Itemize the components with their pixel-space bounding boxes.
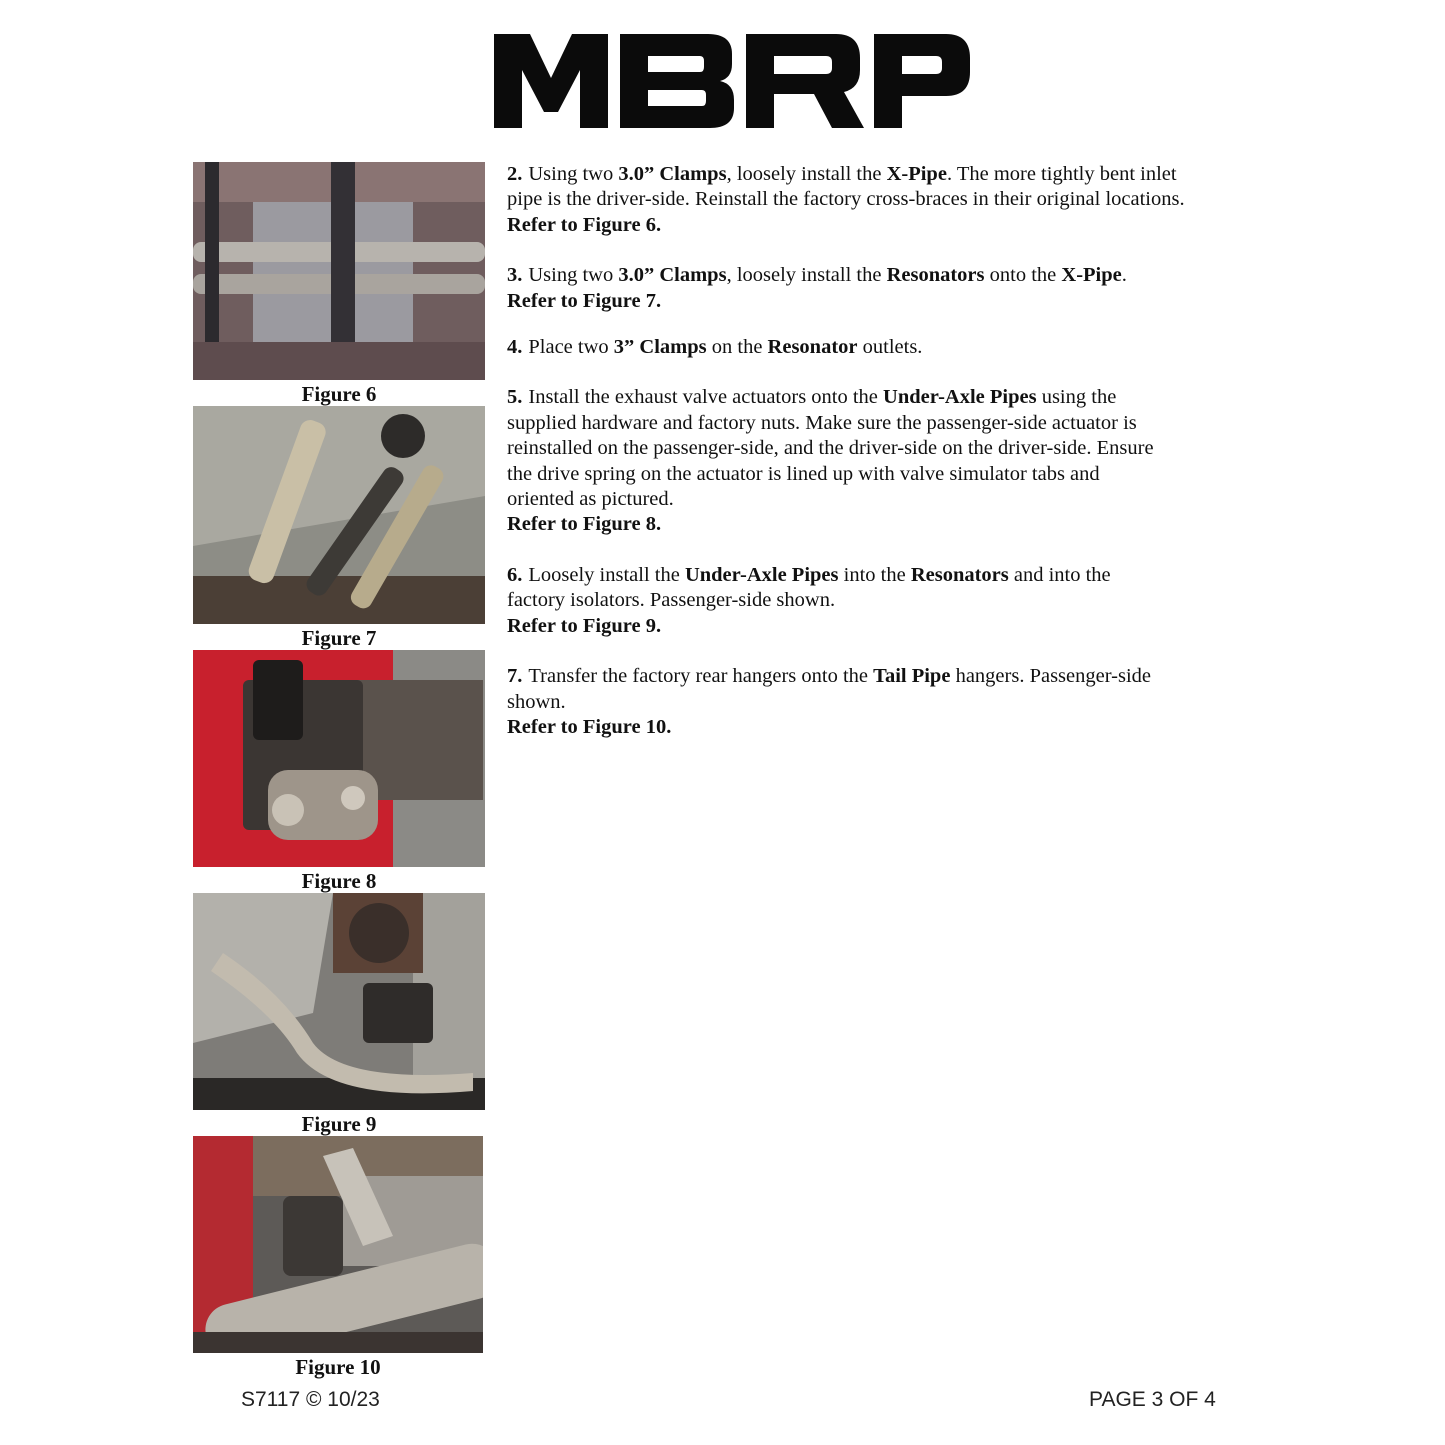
step-number: 5. xyxy=(507,386,523,409)
step-3: 3. Using two 3.0” Clamps, loosely install the Resonators onto the X-Pipe. Refer to Figure 7. xyxy=(507,263,1207,314)
figure-reference: Refer to Figure 10. xyxy=(507,715,672,738)
instruction-steps xyxy=(507,162,1207,740)
figure-6-caption: Figure 6 xyxy=(301,382,377,406)
step-7: 7. Transfer the factory rear hangers onto the Tail Pipe hangers. Passenger-side shown. Refer to Figure 10. xyxy=(507,664,1177,740)
figure-9-caption: Figure 9 xyxy=(301,1112,377,1136)
document-code: S7117 © 10/23 xyxy=(241,1388,380,1411)
step-2: 2. Using two 3.0” Clamps, loosely install the X-Pipe. The more tightly bent inlet pipe is the driver-side. Reinstall the factory cross-braces in their original locations. Refer to Figure 6. xyxy=(507,162,1207,238)
figure-7-caption: Figure 7 xyxy=(301,626,377,650)
figure-reference: Refer to Figure 8. xyxy=(507,513,662,536)
page-number: PAGE 3 OF 4 xyxy=(1089,1388,1216,1411)
figure-reference: Refer to Figure 7. xyxy=(507,289,662,312)
step-6: 6. Loosely install the Under-Axle Pipes into the Resonators and into the factory isolators. Passenger-side shown. Refer to Figure 9. xyxy=(507,563,1137,639)
figure-6-photo xyxy=(193,162,485,380)
figure-10-photo xyxy=(193,1136,483,1353)
step-4: 4. Place two 3” Clamps on the Resonator outlets. xyxy=(507,336,923,359)
step-number: 2. xyxy=(507,163,523,185)
figure-7-photo xyxy=(193,406,485,624)
figure-9-photo xyxy=(193,893,485,1110)
mbrp-logo xyxy=(494,34,970,128)
step-number: 6. xyxy=(507,563,523,586)
step-number: 4. xyxy=(507,336,523,359)
figure-reference: Refer to Figure 9. xyxy=(507,614,662,637)
figure-8-photo xyxy=(193,650,485,867)
step-5: 5. Install the exhaust valve actuators onto the Under-Axle Pipes using the supplied hardware and factory nuts. Make sure the passenger-side actuator is reinstalled on the passenger-side, and the driver-side on the driver-side. Ensure the drive spring on the actuator is lined up with valve simulator tabs and oriented as pictured. Refer to Figure 8. xyxy=(507,385,1157,537)
figure-10-caption: Figure 10 xyxy=(295,1355,381,1379)
step-number: 7. xyxy=(507,665,523,688)
step-number: 3. xyxy=(507,264,523,287)
figure-reference: Refer to Figure 6. xyxy=(507,213,662,236)
figure-8-caption: Figure 8 xyxy=(301,869,377,893)
